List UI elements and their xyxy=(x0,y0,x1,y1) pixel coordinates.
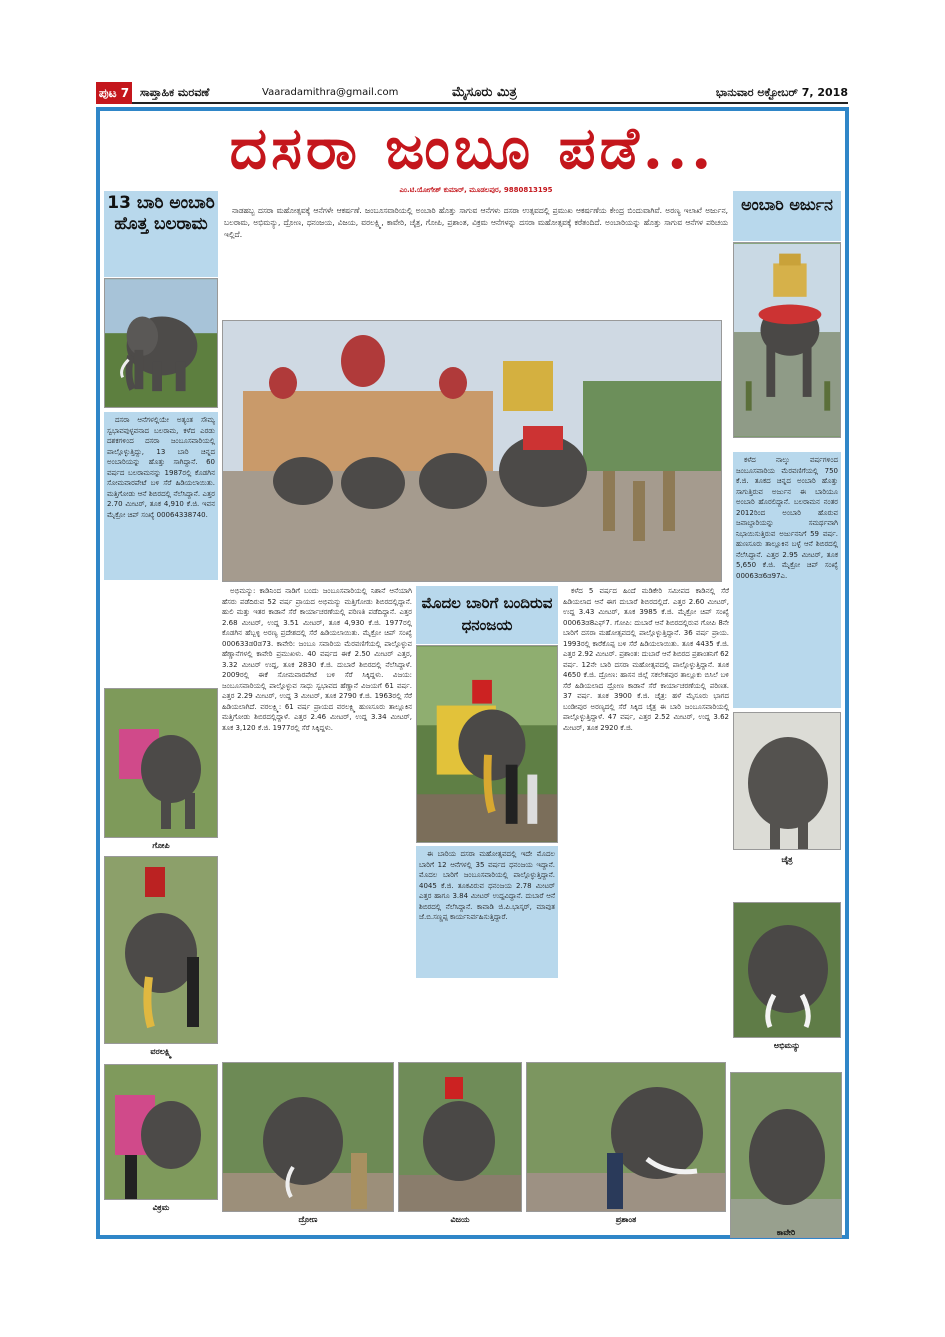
section-name: ಸಾಪ್ತಾಹಿಕ ಮರವಣೆ xyxy=(140,86,210,99)
byline: ಎಂ.ಟಿ.ಯೋಗೇಶ್ ಕುಮಾರ್, ಮೂಡಲಪುರ, 9880813195 xyxy=(399,186,553,194)
kaveri-image xyxy=(731,1073,842,1238)
dhananjaya-title: ಮೊದಲ ಬಾರಿಗೆ ಬಂದಿರುವ ಧನಂಜಯ xyxy=(416,586,558,644)
gopi-image xyxy=(105,689,218,838)
issue-date: ಭಾನುವಾರ ಅಕ್ಟೋಬರ್ 7, 2018 xyxy=(715,86,848,99)
drona-image xyxy=(223,1063,394,1212)
abhimanyu-photo xyxy=(733,902,841,1038)
caption-chaitra: ಚೈತ್ರ xyxy=(781,855,793,864)
prashanth-image xyxy=(527,1063,726,1212)
vijaya-photo xyxy=(398,1062,522,1212)
varalakshmi-photo xyxy=(104,856,218,1044)
palace-procession-image xyxy=(223,321,722,582)
headline: ದಸರಾ ಜಂಬೂ ಪಡೆ... xyxy=(229,113,716,182)
balarama-text xyxy=(104,412,218,580)
caption-kaveri: ಕಾವೇರಿ xyxy=(776,1228,796,1237)
intro-text xyxy=(224,205,728,315)
balarama-paragraph: ದಸರಾ ಆನೆಗಳಲ್ಲಿಯೇ ಅತ್ಯಂತ ಸೌಮ್ಯ ಸ್ವಭಾವವುಳ್ಳವನಾದ ಬಲರಾಮ, ಕಳೆದ ಎರಡು ದಶಕಗಳಿಂದ ದಸರಾ ಜಂಬೂಸವಾರಿಯಲ್ಲಿ ಪಾಲ್ಗೊಳ್ಳುತ್ತಿದ್ದು, 13 ಬಾರಿ ಚಿನ್ನದ ಅಂಬಾರಿಯನ್ನು ಹೊತ್ತು ಸಾಗಿದ್ದಾನೆ. 60 ವರ್ಷದ ಬಲರಾಮನನ್ನು 1987ರಲ್ಲಿ ಕೊಡಗಿನ ಸೋಮವಾರಪೇಟೆ ಬಳಿ ಸೆರೆ ಹಿಡಿಯಲಾಯಿತು. ಮತ್ತಿಗೋಡು ಆನೆ ಶಿಬಿರದಲ್ಲಿ ನೆಲೆಸಿದ್ದಾನೆ. ಎತ್ತರ 2.70 ಮೀಟರ್, ತೂಕ 4,910 ಕೆ.ಜಿ. ಇವನ ಮೈಕ್ರೋ ಚಿಪ್ ಸಂಖ್ಯೆ 00064338740. xyxy=(107,416,215,519)
dhananjaya-text xyxy=(416,846,558,978)
right-column-text xyxy=(563,586,729,1062)
masthead-small: ಮೈಸೂರು ಮಿತ್ರ xyxy=(452,85,517,100)
caption-varalakshmi: ವರಲಕ್ಷ್ಮಿ xyxy=(150,1047,172,1056)
dhananjaya-paragraph: ಈ ಬಾರಿಯ ದಸರಾ ಮಹೋತ್ಸವದಲ್ಲಿ ಇದೇ ಮೊದಲ ಬಾರಿಗೆ 12 ಆನೆಗಳಲ್ಲಿ 35 ವರ್ಷದ ಧನಂಜಯ ಇದ್ದಾನೆ. ಮೊದಲ ಬಾರಿಗೆ ಜಂಬೂಸವಾರಿಯಲ್ಲಿ ಪಾಲ್ಗೊಳ್ಳುತ್ತಿದ್ದಾನೆ. 4045 ಕೆ.ಜಿ. ತೂಕವಿರುವ ಧನಂಜಯ 2.78 ಮೀಟರ್ ಎತ್ತರ ಹಾಗೂ 3.84 ಮೀಟರ್ ಉದ್ದವಿದ್ದಾನೆ. ದುಬಾರೆ ಆನೆ ಶಿಬಿರದಲ್ಲಿ ನೆಲೆಸಿದ್ದಾನೆ. ಕಾವಾಡಿ ಜಿ.ಪಿ.ಭಾಸ್ಕರ್, ಮಾವುತ ಜೆ.ಬಿ.ಸಣ್ಣಪ್ಪ ಕಾರ್ಯನಿರ್ವಹಿಸುತ್ತಿದ್ದಾರೆ. xyxy=(419,850,555,921)
chaitra-photo xyxy=(733,712,841,850)
elephant-image xyxy=(105,279,217,407)
balarama-photo xyxy=(104,278,218,408)
middle-column-text xyxy=(222,586,412,1062)
intro-paragraph: ನಾಡಹಬ್ಬ ದಸರಾ ಮಹೋತ್ಸವಕ್ಕೆ ಆನೆಗಳೇ ಆಕರ್ಷಣೆ. ಜಂಬೂಸವಾರಿಯಲ್ಲಿ ಅಂಬಾರಿ ಹೊತ್ತು ಸಾಗುವ ಆನೆಗಳು ದಸರಾ ಉತ್ಸವದಲ್ಲಿ ಪ್ರಮುಖ ಆಕರ್ಷಣೆಯ ಕೇಂದ್ರ ಬಿಂದುವಾಗಿವೆ. ಅರಣ್ಯ ಇಲಾಖೆ ಅರ್ಜುನ, ಬಲರಾಮ, ಅಭಿಮನ್ಯು, ದ್ರೋಣ, ಧನಂಜಯ, ವಿಜಯ, ವರಲಕ್ಷ್ಮಿ, ಕಾವೇರಿ, ಚೈತ್ರ, ಗೋಪಿ, ಪ್ರಶಾಂತ, ವಿಕ್ರಮ ಆನೆಗಳನ್ನು ದಸರಾ ಮಹೋತ್ಸವಕ್ಕೆ ಕರೆತಂದಿದೆ. ಅಂಬಾರಿಯನ್ನು ಹೊತ್ತು ಸಾಗುವ ಆನೆಗಳ ಪರಿಚಯ ಇಲ್ಲಿದೆ. xyxy=(224,206,728,239)
caption-prashanth: ಪ್ರಶಾಂತ xyxy=(615,1215,637,1224)
decorated-elephant-image xyxy=(417,646,557,842)
page-number: ಪುಟ 7 xyxy=(96,82,132,104)
caption-abhimanyu: ಅಭಿಮನ್ಯು xyxy=(773,1041,801,1050)
abhimanyu-image xyxy=(734,903,841,1038)
prashanth-photo xyxy=(526,1062,726,1212)
caption-vijaya: ವಿಜಯ xyxy=(450,1215,470,1224)
middle-paragraph: ಅಭಿಮನ್ಯು: ಕಾಡಿನಿಂದ ನಾಡಿಗೆ ಬಂದು ಜಂಬೂಸವಾರಿಯಲ್ಲಿ ನಿಶಾನೆ ಆನೆಯಾಗಿ ಹೆಸರು ಪಡೆದಿರುವ 52 ವರ್ಷ ಪ್ರಾಯದ ಅಭಿಮನ್ಯು ಮತ್ತಿಗೋಡು ಶಿಬಿರದಲ್ಲಿದ್ದಾನೆ. ಹುಲಿ ಮತ್ತು ಇತರ ಕಾಡಾನೆ ಸೆರೆ ಕಾರ್ಯಾಚರಣೆಯಲ್ಲಿ ಪರಿಣತಿ ಪಡೆದಿದ್ದಾನೆ. ಎತ್ತರ 2.68 ಮೀಟರ್, ಉದ್ದ 3.51 ಮೀಟರ್, ತೂಕ 4,930 ಕೆ.ಜಿ. 1977ರಲ್ಲಿ ಕೊಡಗಿನ ಹೆಬ್ಬಳ್ಳಿ ಅರಣ್ಯ ಪ್ರದೇಶದಲ್ಲಿ ಸೆರೆ ಹಿಡಿಯಲಾಯಿತು. ಮೈಕ್ರೋ ಚಿಪ್ ಸಂಖ್ಯೆ 000633ಡ0ಡ73. ಕಾವೇರಿ: ಜಂಬೂ ಸವಾರಿಯ ಮೆರವಣಿಗೆಯಲ್ಲಿ ಪಾಲ್ಗೊಳ್ಳುವ ಹೆಣ್ಣಾನೆಗಳಲ್ಲಿ ಕಾವೇರಿ ಪ್ರಮುಖಳು. 40 ವರ್ಷದ ಈಕೆ 2.50 ಮೀಟರ್ ಎತ್ತರ, 3.32 ಮೀಟರ್ ಉದ್ದ, ತೂಕ 2830 ಕೆ.ಜಿ. ದುಬಾರೆ ಶಿಬಿರದಲ್ಲಿ ನೆಲೆಸಿದ್ದಾಳೆ. 2009ರಲ್ಲಿ ಈಕೆ ಸೋಮವಾರಪೇಟೆ ಬಳಿ ಸೆರೆ ಸಿಕ್ಕಿದ್ದಳು. ವಿಜಯ: ಜಂಬೂಸವಾರಿಯಲ್ಲಿ ಪಾಲ್ಗೊಳ್ಳುವ ಸಾಧು ಸ್ವಭಾವದ ಹೆಣ್ಣಾನೆ ವಿಜಯಗೆ 61 ವರ್ಷ. ಎತ್ತರ 2.29 ಮೀಟರ್, ಉದ್ದ 3 ಮೀಟರ್, ತೂಕ 2790 ಕೆ.ಜಿ. 1963ರಲ್ಲಿ ಸೆರೆ ಹಿಡಿಯಲಾಗಿದೆ. ವರಲಕ್ಷ್ಮಿ: 61 ವರ್ಷ ಪ್ರಾಯದ ವರಲಕ್ಷ್ಮಿ ಹುಣಸೂರು ತಾಲ್ಲೂಕಿನ ಮತ್ತಿಗೋಡು ಶಿಬಿರದಲ್ಲಿದ್ದಾಳೆ. ಎತ್ತರ 2.46 ಮೀಟರ್, ಉದ್ದ 3.34 ಮೀಟರ್, ತೂಕ 3,120 ಕೆ.ಜಿ. 1977ರಲ್ಲಿ ಸೆರೆ ಸಿಕ್ಕಿದ್ದಳು. xyxy=(222,587,412,732)
arjuna-title: ಅಂಬಾರಿ ಅರ್ಜುನ xyxy=(733,191,841,241)
arjuna-photo xyxy=(733,242,841,438)
varalakshmi-image xyxy=(105,857,218,1044)
elephant-with-howdah-image xyxy=(734,243,840,437)
palace-procession-photo xyxy=(222,320,722,582)
arjuna-paragraph: ಕಳೆದ ನಾಲ್ಕು ವರ್ಷಗಳಿಂದ ಜಂಬೂಸವಾರಿಯ ಮೆರವಣಿಗೆಯಲ್ಲಿ 750 ಕೆ.ಜಿ. ತೂಕದ ಚಿನ್ನದ ಅಂಬಾರಿ ಹೊತ್ತು ಸಾಗುತ್ತಿರುವ ಅರ್ಜುನ ಈ ಬಾರಿಯೂ ಅಂಬಾರಿ ಹೊರಲಿದ್ದಾನೆ. ಬಲರಾಮನ ನಂತರ 2012ರಿಂದ ಅಂಬಾರಿ ಹೊರುವ ಜವಾಬ್ದಾರಿಯನ್ನು ಸಮರ್ಥವಾಗಿ ನಿಭಾಯಿಸುತ್ತಿರುವ ಅರ್ಜುನನಿಗೆ 59 ವರ್ಷ. ಹುಣಸೂರು ತಾಲ್ಲೂಕಿನ ಬಳ್ಳೆ ಆನೆ ಶಿಬಿರದಲ್ಲಿ ನೆಲೆಸಿದ್ದಾನೆ. ಎತ್ತರ 2.95 ಮೀಟರ್, ತೂಕ 5,650 ಕೆ.ಜಿ. ಮೈಕ್ರೋ ಚಿಪ್ ಸಂಖ್ಯೆ 00063ಡ6ಡ97ಎ. xyxy=(736,456,838,580)
right-paragraph: ಕಳೆದ 5 ವರ್ಷದ ಹಿಂದೆ ಮಡಿಕೇರಿ ಸಮೀಪದ ಕಾಡಿನಲ್ಲಿ ಸೆರೆ ಹಿಡಿಯಲಾದ ಆನೆ ಈಗ ದುಬಾರೆ ಶಿಬಿರದಲ್ಲಿದೆ. ಎತ್ತರ 2.60 ಮೀಟರ್, ಉದ್ದ 3.43 ಮೀಟರ್, ತೂಕ 3985 ಕೆ.ಜಿ. ಮೈಕ್ರೋ ಚಿಪ್ ಸಂಖ್ಯೆ 00063ಡ8ಎಫ್7. ಗೋಪಿ: ದುಬಾರೆ ಆನೆ ಶಿಬಿರದಲ್ಲಿರುವ ಗೋಪಿ 8ನೇ ಬಾರಿಗೆ ದಸರಾ ಮಹೋತ್ಸವದಲ್ಲಿ ಪಾಲ್ಗೊಳ್ಳುತ್ತಿದ್ದಾನೆ. 36 ವರ್ಷ ಪ್ರಾಯ. 1993ರಲ್ಲಿ ಕಾರೆಕೊಪ್ಪ ಬಳಿ ಸೆರೆ ಹಿಡಿಯಲಾಯಿತು. ತೂಕ 4435 ಕೆ.ಜಿ. ಎತ್ತರ 2.92 ಮೀಟರ್. ಪ್ರಶಾಂತ: ದುಬಾರೆ ಆನೆ ಶಿಬಿರದ ಪ್ರಶಾಂತನಿಗೆ 62 ವರ್ಷ. 12ನೇ ಬಾರಿ ದಸರಾ ಮಹೋತ್ಸವದಲ್ಲಿ ಪಾಲ್ಗೊಳ್ಳುತ್ತಿದ್ದಾನೆ. ತೂಕ 4650 ಕೆ.ಜಿ. ದ್ರೋಣ: ಹಾಸನ ಜಿಲ್ಲೆ ಸಕಲೇಶಪುರ ತಾಲ್ಲೂಕು ಬಿಸಿಲೆ ಬಳಿ ಸೆರೆ ಹಿಡಿಯಲಾದ ದ್ರೋಣ ಕಾಡಾನೆ ಸೆರೆ ಕಾರ್ಯಾಚರಣೆಯಲ್ಲಿ ಪರಿಣತ. 37 ವರ್ಷ. ತೂಕ 3900 ಕೆ.ಜಿ. ಚೈತ್ರ: ಹಳೆ ಮೈಸೂರು ಭಾಗದ ಬಂಡೀಪುರ ಅರಣ್ಯದಲ್ಲಿ ಸೆರೆ ಸಿಕ್ಕಿದ ಚೈತ್ರ ಈ ಬಾರಿ ಜಂಬೂಸವಾರಿಯಲ್ಲಿ ಪಾಲ್ಗೊಳ್ಳುತ್ತಿದ್ದಾಳೆ. 47 ವರ್ಷ, ಎತ್ತರ 2.52 ಮೀಟರ್, ಉದ್ದ 3.62 ಮೀಟರ್, ತೂಕ 2920 ಕೆ.ಜಿ. xyxy=(563,587,729,732)
kaveri-photo xyxy=(730,1072,842,1238)
vikram-photo xyxy=(104,1064,218,1200)
email-address[interactable]: Vaaradamithra@gmail.com xyxy=(262,87,399,98)
gopi-photo xyxy=(104,688,218,838)
balarama-title: 13 ಬಾರಿ ಅಂಬಾರಿ ಹೊತ್ತ ಬಲರಾಮ xyxy=(104,191,218,277)
caption-gopi: ಗೋಪಿ xyxy=(152,841,170,850)
chaitra-image xyxy=(734,713,841,850)
drona-photo xyxy=(222,1062,394,1212)
dhananjaya-photo xyxy=(416,645,558,843)
caption-drona: ದ್ರೋಣ xyxy=(298,1215,318,1224)
arjuna-text xyxy=(733,452,841,708)
vijaya-image xyxy=(399,1063,522,1212)
vikram-image xyxy=(105,1065,218,1200)
caption-vikram: ವಿಕ್ರಮ xyxy=(152,1203,170,1212)
